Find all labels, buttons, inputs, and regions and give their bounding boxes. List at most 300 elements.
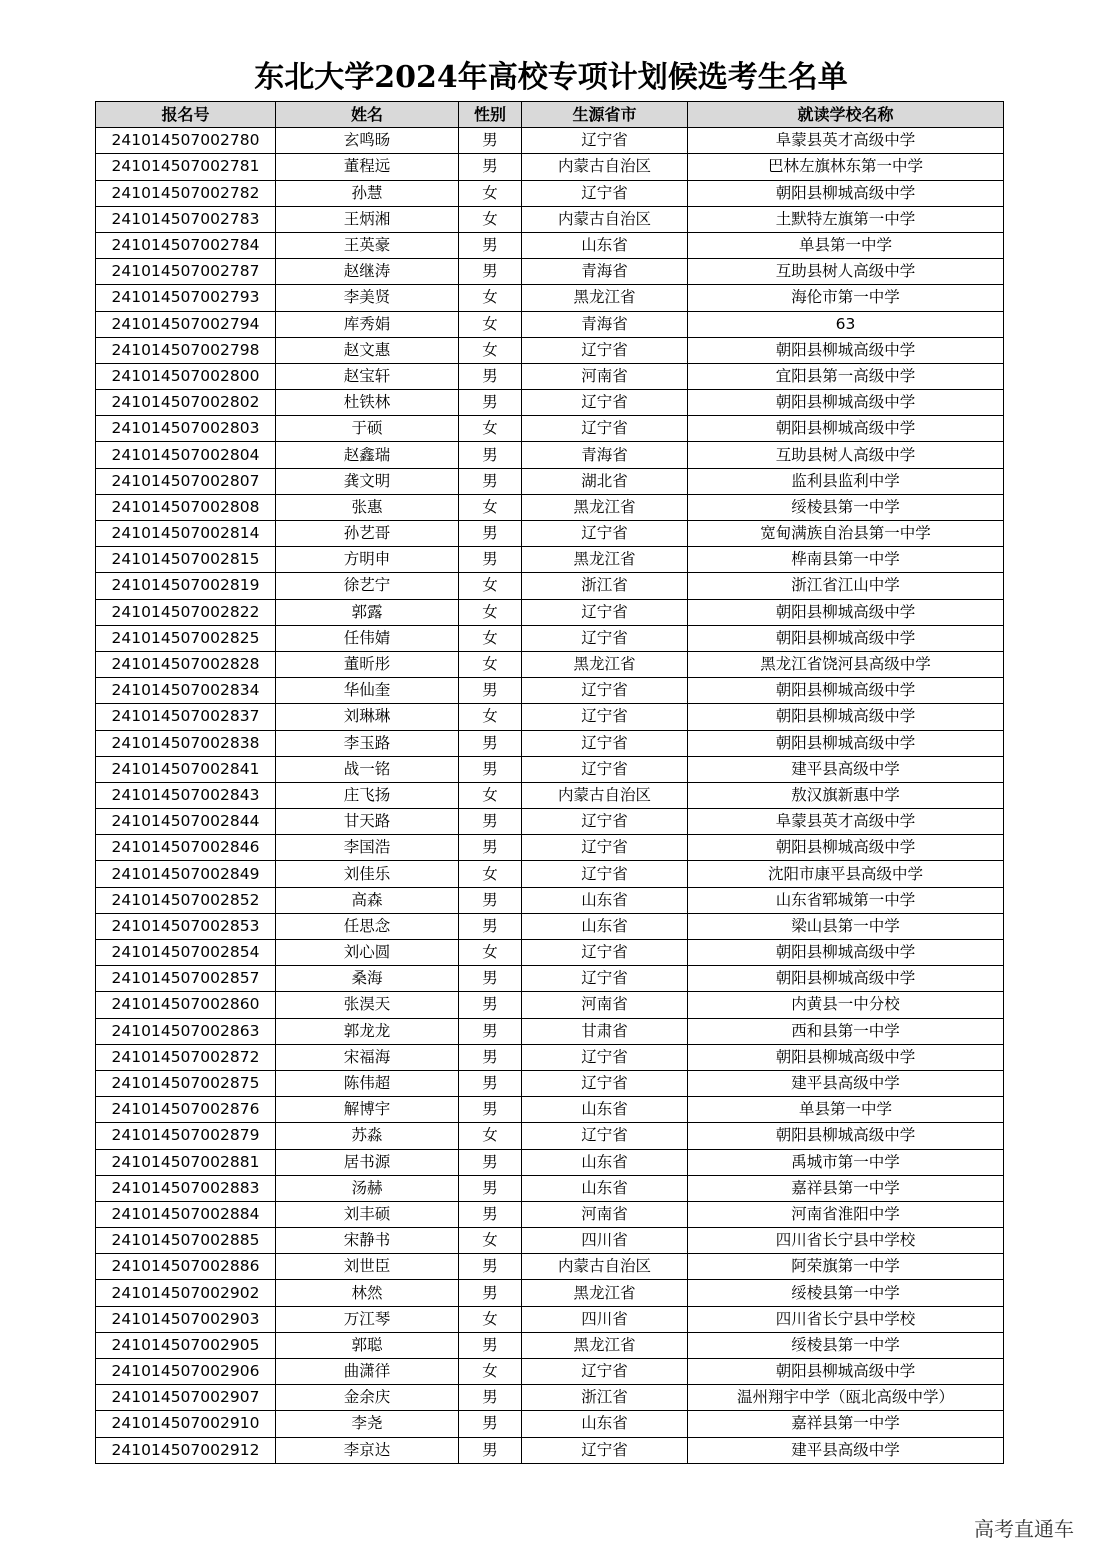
school-cell: 朝阳县柳城高级中学 bbox=[688, 730, 1004, 756]
province-cell: 辽宁省 bbox=[522, 1123, 688, 1149]
province-cell: 浙江省 bbox=[522, 1385, 688, 1411]
registration-no-cell: 241014507002834 bbox=[96, 678, 276, 704]
school-cell: 浙江省江山中学 bbox=[688, 573, 1004, 599]
school-cell: 桦南县第一中学 bbox=[688, 547, 1004, 573]
name-cell: 郭露 bbox=[276, 599, 459, 625]
school-cell: 朝阳县柳城高级中学 bbox=[688, 1044, 1004, 1070]
school-cell: 朝阳县柳城高级中学 bbox=[688, 940, 1004, 966]
province-cell: 山东省 bbox=[522, 1149, 688, 1175]
gender-cell: 女 bbox=[459, 940, 522, 966]
name-cell: 赵文惠 bbox=[276, 337, 459, 363]
registration-no-cell: 241014507002881 bbox=[96, 1149, 276, 1175]
name-cell: 董程远 bbox=[276, 154, 459, 180]
school-cell: 敖汉旗新惠中学 bbox=[688, 782, 1004, 808]
province-cell: 辽宁省 bbox=[522, 1044, 688, 1070]
gender-cell: 女 bbox=[459, 651, 522, 677]
table-row bbox=[96, 1123, 1004, 1149]
school-cell: 巴林左旗林东第一中学 bbox=[688, 154, 1004, 180]
gender-cell: 女 bbox=[459, 180, 522, 206]
table-row bbox=[96, 1411, 1004, 1437]
province-cell: 辽宁省 bbox=[522, 1437, 688, 1463]
school-cell: 嘉祥县第一中学 bbox=[688, 1175, 1004, 1201]
table-row bbox=[96, 651, 1004, 677]
registration-no-cell: 241014507002905 bbox=[96, 1332, 276, 1358]
school-cell: 单县第一中学 bbox=[688, 232, 1004, 258]
registration-no-cell: 241014507002784 bbox=[96, 232, 276, 258]
registration-no-cell: 241014507002846 bbox=[96, 835, 276, 861]
table-row bbox=[96, 1044, 1004, 1070]
school-cell: 海伦市第一中学 bbox=[688, 285, 1004, 311]
school-cell: 河南省淮阳中学 bbox=[688, 1201, 1004, 1227]
registration-no-cell: 241014507002837 bbox=[96, 704, 276, 730]
name-cell: 方明申 bbox=[276, 547, 459, 573]
name-cell: 任伟婧 bbox=[276, 625, 459, 651]
name-cell: 宋福海 bbox=[276, 1044, 459, 1070]
province-cell: 四川省 bbox=[522, 1306, 688, 1332]
school-cell: 朝阳县柳城高级中学 bbox=[688, 1359, 1004, 1385]
table-row bbox=[96, 259, 1004, 285]
province-cell: 辽宁省 bbox=[522, 337, 688, 363]
name-cell: 张惠 bbox=[276, 494, 459, 520]
registration-no-cell: 241014507002793 bbox=[96, 285, 276, 311]
province-cell: 山东省 bbox=[522, 1175, 688, 1201]
table-row bbox=[96, 128, 1004, 154]
school-cell: 单县第一中学 bbox=[688, 1097, 1004, 1123]
province-cell: 四川省 bbox=[522, 1228, 688, 1254]
province-cell: 山东省 bbox=[522, 913, 688, 939]
province-cell: 辽宁省 bbox=[522, 756, 688, 782]
name-cell: 玄鸣旸 bbox=[276, 128, 459, 154]
school-cell: 朝阳县柳城高级中学 bbox=[688, 1123, 1004, 1149]
gender-cell: 男 bbox=[459, 468, 522, 494]
table-row bbox=[96, 730, 1004, 756]
name-cell: 李美贤 bbox=[276, 285, 459, 311]
registration-no-cell: 241014507002780 bbox=[96, 128, 276, 154]
school-cell: 阜蒙县英才高级中学 bbox=[688, 128, 1004, 154]
school-cell: 建平县高级中学 bbox=[688, 756, 1004, 782]
province-cell: 辽宁省 bbox=[522, 940, 688, 966]
gender-cell: 男 bbox=[459, 809, 522, 835]
table-row bbox=[96, 311, 1004, 337]
registration-no-cell: 241014507002841 bbox=[96, 756, 276, 782]
name-cell: 华仙奎 bbox=[276, 678, 459, 704]
table-row bbox=[96, 1385, 1004, 1411]
name-cell: 李京达 bbox=[276, 1437, 459, 1463]
school-cell: 阜蒙县英才高级中学 bbox=[688, 809, 1004, 835]
school-cell: 温州翔宇中学（瓯北高级中学） bbox=[688, 1385, 1004, 1411]
table-row bbox=[96, 678, 1004, 704]
gender-cell: 男 bbox=[459, 259, 522, 285]
table-row bbox=[96, 966, 1004, 992]
school-cell: 朝阳县柳城高级中学 bbox=[688, 704, 1004, 730]
school-cell: 内黄县一中分校 bbox=[688, 992, 1004, 1018]
table-row bbox=[96, 1201, 1004, 1227]
name-cell: 居书源 bbox=[276, 1149, 459, 1175]
province-cell: 青海省 bbox=[522, 311, 688, 337]
header-registration-no: 报名号 bbox=[96, 102, 276, 128]
gender-cell: 男 bbox=[459, 1097, 522, 1123]
gender-cell: 男 bbox=[459, 1332, 522, 1358]
table-row bbox=[96, 992, 1004, 1018]
province-cell: 内蒙古自治区 bbox=[522, 782, 688, 808]
gender-cell: 女 bbox=[459, 337, 522, 363]
school-cell: 山东省郓城第一中学 bbox=[688, 887, 1004, 913]
table-row bbox=[96, 782, 1004, 808]
header-school: 就读学校名称 bbox=[688, 102, 1004, 128]
registration-no-cell: 241014507002885 bbox=[96, 1228, 276, 1254]
table-row bbox=[96, 861, 1004, 887]
name-cell: 林然 bbox=[276, 1280, 459, 1306]
table-row bbox=[96, 1332, 1004, 1358]
school-cell: 互助县树人高级中学 bbox=[688, 442, 1004, 468]
name-cell: 徐艺宁 bbox=[276, 573, 459, 599]
school-cell: 土默特左旗第一中学 bbox=[688, 206, 1004, 232]
registration-no-cell: 241014507002883 bbox=[96, 1175, 276, 1201]
registration-no-cell: 241014507002872 bbox=[96, 1044, 276, 1070]
gender-cell: 男 bbox=[459, 966, 522, 992]
province-cell: 黑龙江省 bbox=[522, 1280, 688, 1306]
name-cell: 汤赫 bbox=[276, 1175, 459, 1201]
province-cell: 辽宁省 bbox=[522, 809, 688, 835]
school-cell: 绥棱县第一中学 bbox=[688, 494, 1004, 520]
province-cell: 黑龙江省 bbox=[522, 1332, 688, 1358]
table-row bbox=[96, 232, 1004, 258]
name-cell: 高森 bbox=[276, 887, 459, 913]
table-row bbox=[96, 573, 1004, 599]
name-cell: 李尧 bbox=[276, 1411, 459, 1437]
registration-no-cell: 241014507002854 bbox=[96, 940, 276, 966]
gender-cell: 女 bbox=[459, 704, 522, 730]
name-cell: 陈伟超 bbox=[276, 1070, 459, 1096]
gender-cell: 男 bbox=[459, 363, 522, 389]
province-cell: 辽宁省 bbox=[522, 625, 688, 651]
name-cell: 龚文明 bbox=[276, 468, 459, 494]
registration-no-cell: 241014507002879 bbox=[96, 1123, 276, 1149]
gender-cell: 男 bbox=[459, 1070, 522, 1096]
table-row bbox=[96, 442, 1004, 468]
table-row bbox=[96, 625, 1004, 651]
registration-no-cell: 241014507002814 bbox=[96, 521, 276, 547]
province-cell: 辽宁省 bbox=[522, 861, 688, 887]
gender-cell: 男 bbox=[459, 1411, 522, 1437]
school-cell: 嘉祥县第一中学 bbox=[688, 1411, 1004, 1437]
province-cell: 内蒙古自治区 bbox=[522, 1254, 688, 1280]
province-cell: 浙江省 bbox=[522, 573, 688, 599]
gender-cell: 女 bbox=[459, 285, 522, 311]
province-cell: 内蒙古自治区 bbox=[522, 154, 688, 180]
registration-no-cell: 241014507002875 bbox=[96, 1070, 276, 1096]
province-cell: 河南省 bbox=[522, 363, 688, 389]
gender-cell: 女 bbox=[459, 206, 522, 232]
registration-no-cell: 241014507002794 bbox=[96, 311, 276, 337]
registration-no-cell: 241014507002844 bbox=[96, 809, 276, 835]
registration-no-cell: 241014507002828 bbox=[96, 651, 276, 677]
school-cell: 朝阳县柳城高级中学 bbox=[688, 599, 1004, 625]
registration-no-cell: 241014507002903 bbox=[96, 1306, 276, 1332]
registration-no-cell: 241014507002803 bbox=[96, 416, 276, 442]
gender-cell: 女 bbox=[459, 599, 522, 625]
gender-cell: 女 bbox=[459, 494, 522, 520]
province-cell: 辽宁省 bbox=[522, 966, 688, 992]
name-cell: 刘丰硕 bbox=[276, 1201, 459, 1227]
table-row bbox=[96, 468, 1004, 494]
registration-no-cell: 241014507002857 bbox=[96, 966, 276, 992]
registration-no-cell: 241014507002884 bbox=[96, 1201, 276, 1227]
name-cell: 刘佳乐 bbox=[276, 861, 459, 887]
school-cell: 建平县高级中学 bbox=[688, 1070, 1004, 1096]
name-cell: 刘琳琳 bbox=[276, 704, 459, 730]
gender-cell: 男 bbox=[459, 154, 522, 180]
table-row bbox=[96, 180, 1004, 206]
province-cell: 辽宁省 bbox=[522, 128, 688, 154]
registration-no-cell: 241014507002843 bbox=[96, 782, 276, 808]
table-row bbox=[96, 887, 1004, 913]
name-cell: 宋静书 bbox=[276, 1228, 459, 1254]
name-cell: 金余庆 bbox=[276, 1385, 459, 1411]
gender-cell: 男 bbox=[459, 521, 522, 547]
registration-no-cell: 241014507002906 bbox=[96, 1359, 276, 1385]
school-cell: 互助县树人高级中学 bbox=[688, 259, 1004, 285]
province-cell: 辽宁省 bbox=[522, 704, 688, 730]
school-cell: 梁山县第一中学 bbox=[688, 913, 1004, 939]
name-cell: 甘天路 bbox=[276, 809, 459, 835]
gender-cell: 男 bbox=[459, 887, 522, 913]
gender-cell: 男 bbox=[459, 1280, 522, 1306]
province-cell: 辽宁省 bbox=[522, 180, 688, 206]
table-row bbox=[96, 835, 1004, 861]
name-cell: 孙慧 bbox=[276, 180, 459, 206]
registration-no-cell: 241014507002802 bbox=[96, 390, 276, 416]
province-cell: 河南省 bbox=[522, 1201, 688, 1227]
table-row bbox=[96, 547, 1004, 573]
province-cell: 山东省 bbox=[522, 1097, 688, 1123]
name-cell: 曲潇徉 bbox=[276, 1359, 459, 1385]
name-cell: 库秀娟 bbox=[276, 311, 459, 337]
table-row bbox=[96, 756, 1004, 782]
header-gender: 性别 bbox=[459, 102, 522, 128]
registration-no-cell: 241014507002822 bbox=[96, 599, 276, 625]
school-cell: 朝阳县柳城高级中学 bbox=[688, 966, 1004, 992]
school-cell: 朝阳县柳城高级中学 bbox=[688, 337, 1004, 363]
name-cell: 刘世臣 bbox=[276, 1254, 459, 1280]
name-cell: 王炳湘 bbox=[276, 206, 459, 232]
registration-no-cell: 241014507002863 bbox=[96, 1018, 276, 1044]
table-row bbox=[96, 1149, 1004, 1175]
gender-cell: 女 bbox=[459, 1123, 522, 1149]
province-cell: 青海省 bbox=[522, 442, 688, 468]
table-row bbox=[96, 363, 1004, 389]
province-cell: 辽宁省 bbox=[522, 1070, 688, 1096]
table-row bbox=[96, 390, 1004, 416]
gender-cell: 男 bbox=[459, 1254, 522, 1280]
gender-cell: 男 bbox=[459, 992, 522, 1018]
gender-cell: 男 bbox=[459, 730, 522, 756]
gender-cell: 男 bbox=[459, 1201, 522, 1227]
registration-no-cell: 241014507002910 bbox=[96, 1411, 276, 1437]
name-cell: 郭聪 bbox=[276, 1332, 459, 1358]
province-cell: 甘肃省 bbox=[522, 1018, 688, 1044]
table-row bbox=[96, 521, 1004, 547]
name-cell: 郭龙龙 bbox=[276, 1018, 459, 1044]
table-row bbox=[96, 416, 1004, 442]
name-cell: 赵宝轩 bbox=[276, 363, 459, 389]
registration-no-cell: 241014507002876 bbox=[96, 1097, 276, 1123]
table-row bbox=[96, 1070, 1004, 1096]
table-body bbox=[96, 128, 1004, 1464]
name-cell: 解博宇 bbox=[276, 1097, 459, 1123]
gender-cell: 男 bbox=[459, 913, 522, 939]
school-cell: 绥棱县第一中学 bbox=[688, 1332, 1004, 1358]
table-header-row bbox=[96, 102, 1004, 128]
registration-no-cell: 241014507002787 bbox=[96, 259, 276, 285]
table-row bbox=[96, 940, 1004, 966]
name-cell: 孙艺哥 bbox=[276, 521, 459, 547]
gender-cell: 女 bbox=[459, 311, 522, 337]
gender-cell: 女 bbox=[459, 1228, 522, 1254]
table-row bbox=[96, 1097, 1004, 1123]
table-row bbox=[96, 206, 1004, 232]
table-row bbox=[96, 704, 1004, 730]
province-cell: 青海省 bbox=[522, 259, 688, 285]
table-row bbox=[96, 337, 1004, 363]
registration-no-cell: 241014507002838 bbox=[96, 730, 276, 756]
name-cell: 桑海 bbox=[276, 966, 459, 992]
gender-cell: 男 bbox=[459, 442, 522, 468]
gender-cell: 女 bbox=[459, 782, 522, 808]
school-cell: 黑龙江省饶河县高级中学 bbox=[688, 651, 1004, 677]
table-row bbox=[96, 1280, 1004, 1306]
province-cell: 内蒙古自治区 bbox=[522, 206, 688, 232]
header-province: 生源省市 bbox=[522, 102, 688, 128]
school-cell: 四川省长宁县中学校 bbox=[688, 1306, 1004, 1332]
registration-no-cell: 241014507002807 bbox=[96, 468, 276, 494]
name-cell: 王英豪 bbox=[276, 232, 459, 258]
school-cell: 宽甸满族自治县第一中学 bbox=[688, 521, 1004, 547]
registration-no-cell: 241014507002825 bbox=[96, 625, 276, 651]
registration-no-cell: 241014507002819 bbox=[96, 573, 276, 599]
registration-no-cell: 241014507002886 bbox=[96, 1254, 276, 1280]
table-row bbox=[96, 1228, 1004, 1254]
table-row bbox=[96, 1018, 1004, 1044]
school-cell: 朝阳县柳城高级中学 bbox=[688, 678, 1004, 704]
gender-cell: 男 bbox=[459, 128, 522, 154]
table-row bbox=[96, 1437, 1004, 1463]
school-cell: 绥棱县第一中学 bbox=[688, 1280, 1004, 1306]
table-row bbox=[96, 1175, 1004, 1201]
gender-cell: 男 bbox=[459, 232, 522, 258]
table-row bbox=[96, 285, 1004, 311]
province-cell: 辽宁省 bbox=[522, 416, 688, 442]
header-name: 姓名 bbox=[276, 102, 459, 128]
name-cell: 庄飞扬 bbox=[276, 782, 459, 808]
table-row bbox=[96, 1359, 1004, 1385]
gender-cell: 男 bbox=[459, 1175, 522, 1201]
table-row bbox=[96, 1306, 1004, 1332]
province-cell: 辽宁省 bbox=[522, 1359, 688, 1385]
school-cell: 朝阳县柳城高级中学 bbox=[688, 180, 1004, 206]
name-cell: 赵继涛 bbox=[276, 259, 459, 285]
province-cell: 辽宁省 bbox=[522, 835, 688, 861]
gender-cell: 男 bbox=[459, 678, 522, 704]
table-row bbox=[96, 1254, 1004, 1280]
document-title: 东北大学2024年高校专项计划候选考生名单 bbox=[254, 60, 848, 95]
name-cell: 李玉路 bbox=[276, 730, 459, 756]
name-cell: 张淏天 bbox=[276, 992, 459, 1018]
school-cell: 宜阳县第一高级中学 bbox=[688, 363, 1004, 389]
province-cell: 辽宁省 bbox=[522, 599, 688, 625]
registration-no-cell: 241014507002849 bbox=[96, 861, 276, 887]
province-cell: 山东省 bbox=[522, 1411, 688, 1437]
gender-cell: 女 bbox=[459, 1359, 522, 1385]
school-cell: 沈阳市康平县高级中学 bbox=[688, 861, 1004, 887]
province-cell: 黑龙江省 bbox=[522, 651, 688, 677]
table-row bbox=[96, 809, 1004, 835]
registration-no-cell: 241014507002782 bbox=[96, 180, 276, 206]
table-row bbox=[96, 494, 1004, 520]
gender-cell: 女 bbox=[459, 625, 522, 651]
school-cell: 四川省长宁县中学校 bbox=[688, 1228, 1004, 1254]
gender-cell: 男 bbox=[459, 1044, 522, 1070]
name-cell: 万江琴 bbox=[276, 1306, 459, 1332]
gender-cell: 男 bbox=[459, 390, 522, 416]
name-cell: 杜铁林 bbox=[276, 390, 459, 416]
registration-no-cell: 241014507002800 bbox=[96, 363, 276, 389]
registration-no-cell: 241014507002804 bbox=[96, 442, 276, 468]
registration-no-cell: 241014507002781 bbox=[96, 154, 276, 180]
province-cell: 辽宁省 bbox=[522, 390, 688, 416]
gender-cell: 女 bbox=[459, 1306, 522, 1332]
school-cell: 朝阳县柳城高级中学 bbox=[688, 390, 1004, 416]
gender-cell: 男 bbox=[459, 1018, 522, 1044]
school-cell: 63 bbox=[688, 311, 1004, 337]
table-row bbox=[96, 913, 1004, 939]
registration-no-cell: 241014507002808 bbox=[96, 494, 276, 520]
province-cell: 黑龙江省 bbox=[522, 547, 688, 573]
province-cell: 山东省 bbox=[522, 232, 688, 258]
name-cell: 战一铭 bbox=[276, 756, 459, 782]
province-cell: 湖北省 bbox=[522, 468, 688, 494]
registration-no-cell: 241014507002798 bbox=[96, 337, 276, 363]
name-cell: 苏淼 bbox=[276, 1123, 459, 1149]
registration-no-cell: 241014507002815 bbox=[96, 547, 276, 573]
registration-no-cell: 241014507002783 bbox=[96, 206, 276, 232]
province-cell: 黑龙江省 bbox=[522, 285, 688, 311]
school-cell: 西和县第一中学 bbox=[688, 1018, 1004, 1044]
name-cell: 任思念 bbox=[276, 913, 459, 939]
gender-cell: 男 bbox=[459, 835, 522, 861]
name-cell: 于硕 bbox=[276, 416, 459, 442]
school-cell: 朝阳县柳城高级中学 bbox=[688, 835, 1004, 861]
table-row bbox=[96, 599, 1004, 625]
gender-cell: 男 bbox=[459, 1149, 522, 1175]
watermark: 高考直通车 bbox=[974, 1517, 1074, 1541]
province-cell: 辽宁省 bbox=[522, 521, 688, 547]
registration-no-cell: 241014507002852 bbox=[96, 887, 276, 913]
registration-no-cell: 241014507002912 bbox=[96, 1437, 276, 1463]
school-cell: 朝阳县柳城高级中学 bbox=[688, 416, 1004, 442]
candidate-table bbox=[95, 101, 1004, 1464]
province-cell: 山东省 bbox=[522, 887, 688, 913]
gender-cell: 男 bbox=[459, 1437, 522, 1463]
registration-no-cell: 241014507002853 bbox=[96, 913, 276, 939]
gender-cell: 男 bbox=[459, 547, 522, 573]
name-cell: 赵鑫瑞 bbox=[276, 442, 459, 468]
province-cell: 河南省 bbox=[522, 992, 688, 1018]
gender-cell: 女 bbox=[459, 573, 522, 599]
school-cell: 阿荣旗第一中学 bbox=[688, 1254, 1004, 1280]
school-cell: 禹城市第一中学 bbox=[688, 1149, 1004, 1175]
registration-no-cell: 241014507002902 bbox=[96, 1280, 276, 1306]
